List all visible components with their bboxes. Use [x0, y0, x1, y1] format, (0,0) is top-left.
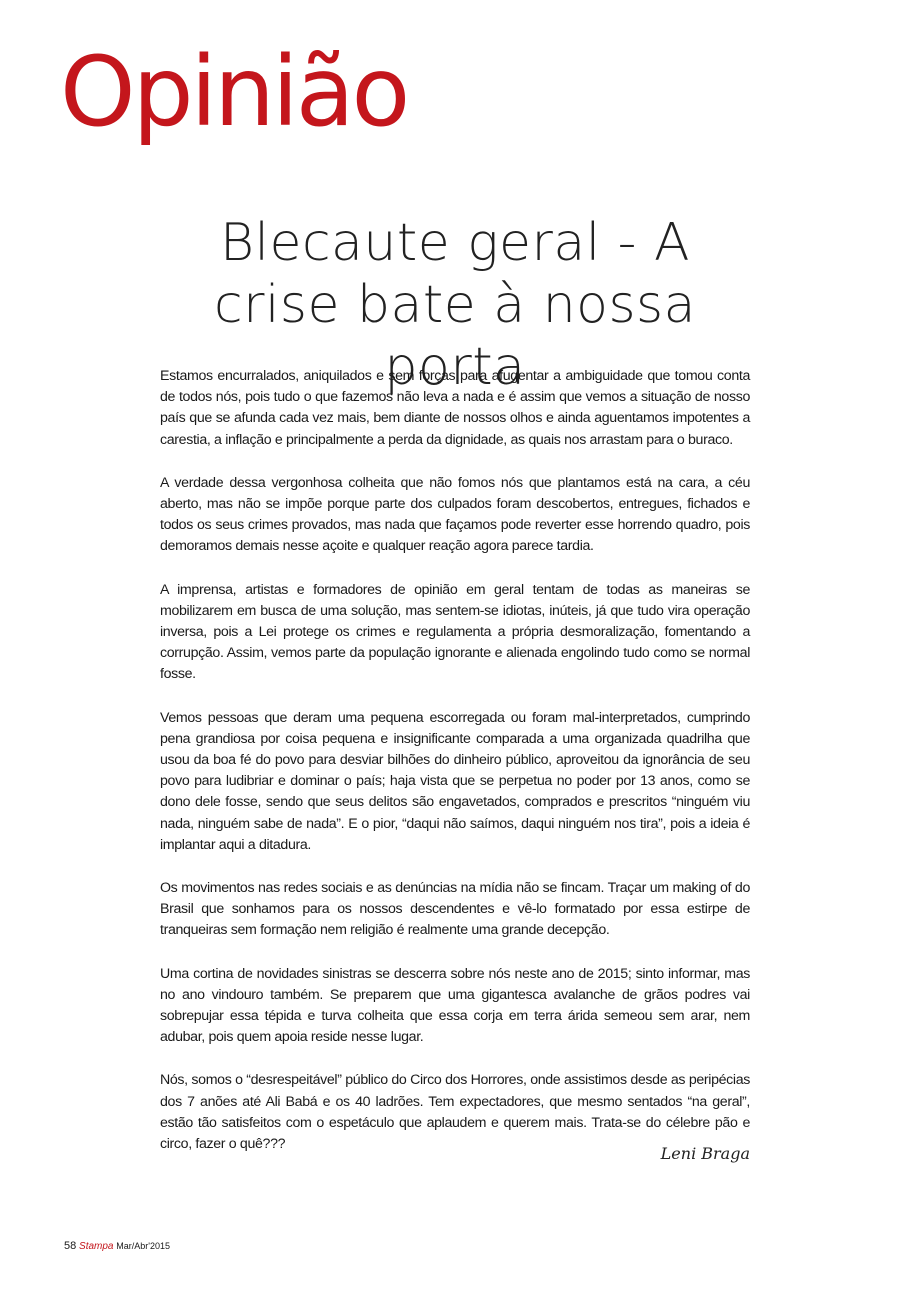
article-paragraph: Nós, somos o “desrespeitável” público do Circo dos Horrores, onde assistimos desde as peripécias dos 7 anões até Ali Babá e os 40 ladrões. Tem expectadores, que mesmo sentados “na geral”, estão tão satisfeitos com o espetáculo que aplaudem e querem mais. Trata-se do célebre pão e circo, fazer o quê???: [160, 1072, 750, 1153]
magazine-brand: Stampa: [79, 1241, 114, 1252]
page-number: 58: [64, 1240, 77, 1252]
article-paragraph: Uma cortina de novidades sinistras se descerra sobre nós neste ano de 2015; sinto informar, mas no ano vindouro também. Se preparem que uma gigantesca avalanche de grãos podres vai sobrepujar essa tépida e turva colheita que essa corja em terra árida semeou sem arar, nem adubar, pois quem apoia reside nesse lugar.: [160, 965, 750, 1046]
article-paragraph: A imprensa, artistas e formadores de opinião em geral tentam de todas as maneiras se mobilizarem em busca de uma solução, mas sentem-se idiotas, inúteis, já que tudo vira operação inversa, pois a Lei protege os crimes e regulamenta a própria desmoralização, fomentando a corrupção. Assim, vemos parte da população ignorante e alienada engolindo tudo como se normal fosse.: [160, 581, 750, 683]
section-title: Opinião: [60, 36, 408, 148]
author-signature: Leni Braga: [660, 1144, 750, 1163]
article-paragraph: Os movimentos nas redes sociais e as denúncias na mídia não se fincam. Traçar um making of do Brasil que sonhamos para os nossos descendentes e vê-lo formatado por essa estirpe de tranqueiras sem formação nem religião é realmente uma grande decepção.: [160, 880, 750, 939]
page-footer: [64, 1240, 170, 1252]
article-title: Blecaute geral - A crise bate à nossa porta: [213, 213, 697, 397]
article-body: [160, 366, 750, 1177]
article-paragraph: A verdade dessa vergonhosa colheita que não fomos nós que plantamos está na cara, a céu aberto, mas não se impõe porque parte dos culpados foram descobertos, entregues, fichados e todos os seus crimes provados, mas nada que façamos pode reverter esse horrendo quadro, pois demoramos demais nesse açoite e qualquer reação agora parece tardia.: [160, 474, 750, 555]
article-paragraph: Estamos encurralados, aniquilados e sem forças para afugentar a ambiguidade que tomou conta de todos nós, pois tudo o que fazemos não leva a nada e é assim que vemos a situação de nosso país que se afunda cada vez mais, bem diante de nossos olhos e ainda aguentamos impotentes a carestia, a inflação e principalmente a perda da dignidade, as quais nos arrastam para o buraco.: [160, 368, 750, 448]
issue-date: Mar/Abr'2015: [116, 1241, 171, 1251]
article-paragraph: Vemos pessoas que deram uma pequena escorregada ou foram mal-interpretados, cumprindo pena grandiosa por coisa pequena e insignificante comparada a uma organizada quadrilha que usou da boa fé do povo para desviar bilhões do dinheiro público, aproveitou da ignorância de seu povo para ludibriar e dominar o país; haja vista que se perpetua no poder por 13 anos, como se dono dele fosse, sendo que seus delitos são engavetados, comprados e prescritos “ninguém viu nada, ninguém sabe de nada”. E o pior, “daqui não saímos, daqui ninguém nos tira”, pois a ideia é implantar aqui a ditadura.: [160, 709, 750, 853]
